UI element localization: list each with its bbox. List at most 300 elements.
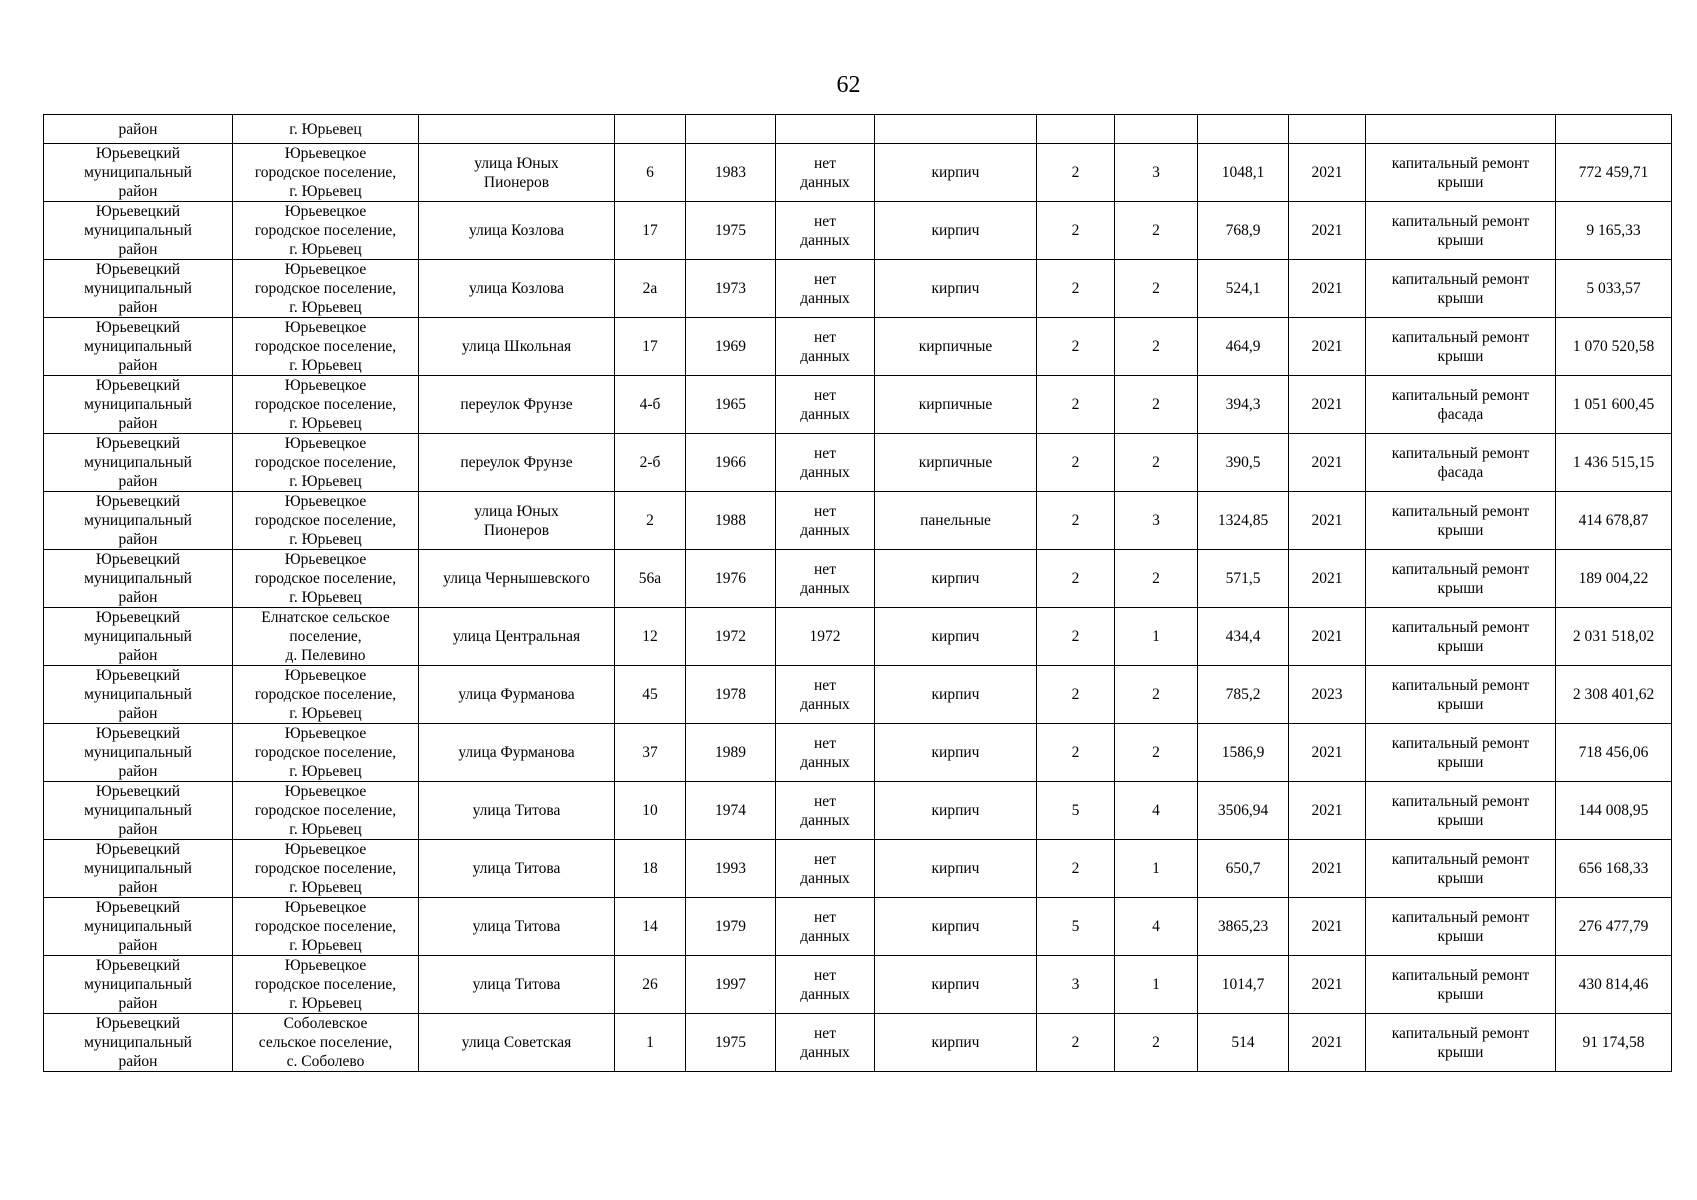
cell-entrances	[1115, 492, 1198, 550]
repair-year-text: 2021	[1311, 744, 1343, 761]
cell-floors	[1037, 608, 1115, 666]
area-text: 1324,85	[1217, 512, 1269, 529]
cell-area	[1198, 434, 1289, 492]
entrances-text: 3	[1152, 164, 1160, 181]
table-row	[44, 260, 1672, 318]
table-row	[44, 666, 1672, 724]
repair-type-text: капитальный ремонт крыши	[1391, 850, 1530, 887]
cell-floors	[1037, 956, 1115, 1014]
house-number-text: 45	[642, 686, 658, 703]
cell-wall-material	[875, 144, 1037, 202]
repair-year-text: 2021	[1311, 280, 1343, 297]
cell-house-number	[615, 724, 686, 782]
cell-year-commissioned	[776, 840, 875, 898]
cell-wall-material	[875, 115, 1037, 144]
settlement-text: Юрьевецкое городское поселение, г. Юрьевец	[254, 203, 397, 258]
cell-entrances	[1115, 724, 1198, 782]
cell-cost	[1556, 376, 1672, 434]
cell-cost	[1556, 1014, 1672, 1072]
cost-text: 5 033,57	[1586, 280, 1641, 297]
cell-floors	[1037, 550, 1115, 608]
cell-house-number	[615, 666, 686, 724]
cell-floors	[1037, 840, 1115, 898]
floors-text: 2	[1071, 454, 1080, 471]
entrances-text: 1	[1152, 976, 1160, 993]
year-built-text: 1969	[715, 338, 746, 355]
cell-entrances	[1115, 434, 1198, 492]
cell-repair-type	[1366, 898, 1556, 956]
cell-wall-material	[875, 550, 1037, 608]
cost-text: 772 459,71	[1578, 164, 1649, 181]
cell-floors	[1037, 318, 1115, 376]
year-built-text: 1973	[715, 280, 746, 297]
cost-text: 1 051 600,45	[1572, 396, 1655, 413]
district-text: Юрьевецкий муниципальный район	[84, 551, 192, 606]
cell-year-built	[686, 724, 776, 782]
floors-text: 2	[1071, 628, 1080, 645]
house-number-text: 26	[642, 976, 658, 993]
cell-repair-year	[1289, 144, 1366, 202]
cell-year-built	[686, 144, 776, 202]
repair-type-text: капитальный ремонт фасада	[1391, 386, 1530, 423]
year-commissioned-text: нет данных	[800, 154, 850, 191]
cost-text: 656 168,33	[1578, 860, 1649, 877]
year-commissioned-text: нет данных	[800, 908, 850, 945]
year-commissioned-text: нет данных	[800, 212, 850, 249]
table-row	[44, 898, 1672, 956]
cell-house-number	[615, 782, 686, 840]
area-text: 768,9	[1225, 222, 1261, 239]
year-built-text: 1993	[715, 860, 746, 877]
cost-text: 276 477,79	[1578, 918, 1649, 935]
cell-area	[1198, 318, 1289, 376]
wall-material-text: кирпич	[931, 570, 980, 587]
repair-year-text: 2021	[1311, 222, 1343, 239]
area-text: 1586,9	[1221, 744, 1265, 761]
cell-settlement	[233, 724, 419, 782]
settlement-text: Юрьевецкое городское поселение, г. Юрьевец	[254, 957, 397, 1012]
district-text: Юрьевецкий муниципальный район	[84, 435, 192, 490]
house-number-text: 17	[642, 222, 658, 239]
cell-year-built	[686, 434, 776, 492]
cell-repair-type	[1366, 840, 1556, 898]
year-built-text: 1978	[715, 686, 746, 703]
cell-area	[1198, 840, 1289, 898]
street-text: улица Школьная	[461, 338, 572, 355]
cell-street	[419, 956, 615, 1014]
district-text: Юрьевецкий муниципальный район	[84, 725, 192, 780]
cell-cost	[1556, 434, 1672, 492]
floors-text: 2	[1071, 222, 1080, 239]
cell-year-built	[686, 550, 776, 608]
repair-type-text: капитальный ремонт фасада	[1391, 444, 1530, 481]
cell-settlement	[233, 434, 419, 492]
cell-house-number	[615, 1014, 686, 1072]
cell-year-commissioned	[776, 550, 875, 608]
cell-repair-type	[1366, 318, 1556, 376]
cell-repair-year	[1289, 260, 1366, 318]
cell-street	[419, 724, 615, 782]
cell-street	[419, 202, 615, 260]
cell-street	[419, 840, 615, 898]
table-row	[44, 956, 1672, 1014]
floors-text: 2	[1071, 396, 1080, 413]
cell-year-commissioned	[776, 202, 875, 260]
cell-street	[419, 115, 615, 144]
settlement-text: Юрьевецкое городское поселение, г. Юрьевец	[254, 377, 397, 432]
repair-year-text: 2021	[1311, 976, 1343, 993]
street-text: улица Фурманова	[458, 744, 575, 761]
street-text: переулок Фрунзе	[460, 454, 573, 471]
settlement-text: г. Юрьевец	[289, 120, 362, 138]
cell-entrances	[1115, 782, 1198, 840]
cell-repair-type	[1366, 260, 1556, 318]
cell-entrances	[1115, 608, 1198, 666]
cell-entrances	[1115, 666, 1198, 724]
district-text: Юрьевецкий муниципальный район	[84, 957, 192, 1012]
year-built-text: 1988	[715, 512, 746, 529]
cell-year-commissioned	[776, 724, 875, 782]
cell-year-built	[686, 956, 776, 1014]
cost-text: 189 004,22	[1578, 570, 1649, 587]
year-commissioned-text: нет данных	[800, 792, 850, 829]
district-text: Юрьевецкий муниципальный район	[84, 377, 192, 432]
area-text: 514	[1231, 1034, 1255, 1051]
house-number-text: 37	[642, 744, 658, 761]
cell-district	[44, 492, 233, 550]
cost-text: 430 814,46	[1578, 976, 1649, 993]
wall-material-text: кирпичные	[918, 396, 993, 413]
cell-floors	[1037, 492, 1115, 550]
repair-type-text: капитальный ремонт крыши	[1391, 270, 1530, 307]
cell-wall-material	[875, 956, 1037, 1014]
house-number-text: 18	[642, 860, 658, 877]
repair-type-text: капитальный ремонт крыши	[1391, 502, 1530, 539]
cost-text: 1 070 520,58	[1572, 338, 1655, 355]
cell-repair-year	[1289, 434, 1366, 492]
cell-house-number	[615, 318, 686, 376]
entrances-text: 2	[1152, 222, 1160, 239]
street-text: улица Советская	[461, 1034, 572, 1051]
floors-text: 2	[1071, 686, 1080, 703]
street-text: улица Титова	[472, 918, 561, 935]
cell-street	[419, 550, 615, 608]
cell-district	[44, 956, 233, 1014]
repair-type-text: капитальный ремонт крыши	[1391, 908, 1530, 945]
cell-settlement	[233, 782, 419, 840]
cost-text: 718 456,06	[1578, 744, 1649, 761]
cell-entrances	[1115, 376, 1198, 434]
cell-year-commissioned	[776, 956, 875, 1014]
table-row	[44, 550, 1672, 608]
settlement-text: Соболевское сельское поселение, с. Соболево	[258, 1015, 393, 1070]
area-text: 1014,7	[1221, 976, 1265, 993]
cell-repair-year	[1289, 1014, 1366, 1072]
cell-wall-material	[875, 260, 1037, 318]
cell-repair-year	[1289, 782, 1366, 840]
street-text: улица Чернышевского	[443, 570, 590, 587]
cost-text: 2 031 518,02	[1572, 628, 1655, 645]
settlement-text: Юрьевецкое городское поселение, г. Юрьевец	[254, 725, 397, 780]
cell-area	[1198, 782, 1289, 840]
cell-house-number	[615, 956, 686, 1014]
area-text: 785,2	[1225, 686, 1261, 703]
settlement-text: Юрьевецкое городское поселение, г. Юрьевец	[254, 145, 397, 200]
area-text: 1048,1	[1221, 164, 1265, 181]
street-text: улица Титова	[472, 860, 561, 877]
cell-wall-material	[875, 492, 1037, 550]
cell-area	[1198, 956, 1289, 1014]
district-text: Юрьевецкий муниципальный район	[84, 203, 192, 258]
repair-type-text: капитальный ремонт крыши	[1391, 734, 1530, 771]
floors-text: 2	[1071, 1034, 1080, 1051]
cell-area	[1198, 115, 1289, 144]
repair-type-text: капитальный ремонт крыши	[1391, 560, 1530, 597]
page-number: 62	[836, 72, 861, 98]
table-row	[44, 1014, 1672, 1072]
year-commissioned-text: нет данных	[800, 270, 850, 307]
table-row-continued	[44, 115, 1672, 144]
cell-wall-material	[875, 724, 1037, 782]
cell-district	[44, 550, 233, 608]
repair-year-text: 2021	[1311, 164, 1343, 181]
cell-district	[44, 144, 233, 202]
cell-wall-material	[875, 434, 1037, 492]
cell-year-built	[686, 782, 776, 840]
wall-material-text: кирпич	[931, 1034, 980, 1051]
cost-text: 9 165,33	[1586, 222, 1641, 239]
cell-settlement	[233, 376, 419, 434]
cell-repair-type	[1366, 1014, 1556, 1072]
table-row	[44, 202, 1672, 260]
cost-text: 2 308 401,62	[1572, 686, 1655, 703]
house-number-text: 56а	[638, 570, 662, 587]
cell-cost	[1556, 956, 1672, 1014]
cell-house-number	[615, 376, 686, 434]
cell-settlement	[233, 144, 419, 202]
year-commissioned-text: нет данных	[800, 328, 850, 365]
cell-repair-year	[1289, 956, 1366, 1014]
cell-repair-year	[1289, 115, 1366, 144]
cell-area	[1198, 666, 1289, 724]
cell-street	[419, 898, 615, 956]
year-commissioned-text: нет данных	[800, 676, 850, 713]
area-text: 394,3	[1225, 396, 1261, 413]
street-text: улица Титова	[472, 976, 561, 993]
repair-year-text: 2021	[1311, 454, 1343, 471]
cell-district	[44, 434, 233, 492]
cell-cost	[1556, 260, 1672, 318]
year-commissioned-text: нет данных	[800, 734, 850, 771]
district-text: Юрьевецкий муниципальный район	[84, 667, 192, 722]
cell-repair-year	[1289, 376, 1366, 434]
house-number-text: 12	[642, 628, 658, 645]
settlement-text: Юрьевецкое городское поселение, г. Юрьевец	[254, 319, 397, 374]
cell-area	[1198, 898, 1289, 956]
cell-repair-type	[1366, 144, 1556, 202]
entrances-text: 2	[1152, 1034, 1160, 1051]
housing-repair-table	[43, 114, 1672, 1072]
cell-street	[419, 434, 615, 492]
cell-street	[419, 782, 615, 840]
house-number-text: 10	[642, 802, 658, 819]
year-commissioned-text: нет данных	[800, 502, 850, 539]
cell-year-built	[686, 840, 776, 898]
cell-district	[44, 115, 233, 144]
cell-cost	[1556, 898, 1672, 956]
cell-repair-year	[1289, 724, 1366, 782]
cell-cost	[1556, 666, 1672, 724]
cell-floors	[1037, 1014, 1115, 1072]
cell-floors	[1037, 260, 1115, 318]
cell-cost	[1556, 608, 1672, 666]
entrances-text: 2	[1152, 396, 1160, 413]
cell-cost	[1556, 202, 1672, 260]
street-text: переулок Фрунзе	[460, 396, 573, 413]
cell-district	[44, 202, 233, 260]
district-text: Юрьевецкий муниципальный район	[84, 319, 192, 374]
cell-district	[44, 260, 233, 318]
wall-material-text: кирпич	[931, 744, 980, 761]
area-text: 3506,94	[1217, 802, 1269, 819]
cell-area	[1198, 1014, 1289, 1072]
table-row	[44, 840, 1672, 898]
area-text: 464,9	[1225, 338, 1261, 355]
year-commissioned-text: нет данных	[800, 850, 850, 887]
settlement-text: Юрьевецкое городское поселение, г. Юрьевец	[254, 899, 397, 954]
cell-year-built	[686, 260, 776, 318]
house-number-text: 2-б	[639, 454, 661, 471]
district-text: Юрьевецкий муниципальный район	[84, 261, 192, 316]
cell-year-commissioned	[776, 1014, 875, 1072]
cell-entrances	[1115, 1014, 1198, 1072]
wall-material-text: кирпич	[931, 164, 980, 181]
cell-district	[44, 724, 233, 782]
cell-repair-type	[1366, 202, 1556, 260]
cell-house-number	[615, 492, 686, 550]
entrances-text: 2	[1152, 686, 1160, 703]
table-row	[44, 376, 1672, 434]
repair-year-text: 2021	[1311, 396, 1343, 413]
year-built-text: 1975	[715, 222, 746, 239]
table-body	[44, 115, 1672, 1072]
entrances-text: 1	[1152, 628, 1160, 645]
cell-year-built	[686, 376, 776, 434]
cell-year-commissioned	[776, 492, 875, 550]
house-number-text: 14	[642, 918, 658, 935]
cell-street	[419, 608, 615, 666]
cell-entrances	[1115, 956, 1198, 1014]
year-built-text: 1972	[715, 628, 746, 645]
cell-street	[419, 1014, 615, 1072]
entrances-text: 2	[1152, 454, 1160, 471]
cell-repair-type	[1366, 666, 1556, 724]
cell-settlement	[233, 898, 419, 956]
cell-district	[44, 1014, 233, 1072]
wall-material-text: кирпич	[931, 976, 980, 993]
cell-year-commissioned	[776, 144, 875, 202]
area-text: 571,5	[1225, 570, 1261, 587]
cell-street	[419, 492, 615, 550]
street-text: улица Юных Пионеров	[474, 502, 559, 539]
cell-year-commissioned	[776, 608, 875, 666]
cell-wall-material	[875, 608, 1037, 666]
cell-floors	[1037, 376, 1115, 434]
cell-wall-material	[875, 202, 1037, 260]
cell-repair-year	[1289, 666, 1366, 724]
table-row	[44, 724, 1672, 782]
district-text: Юрьевецкий муниципальный район	[84, 1015, 192, 1070]
year-commissioned-text: нет данных	[800, 966, 850, 1003]
cell-floors	[1037, 724, 1115, 782]
wall-material-text: кирпичные	[918, 338, 993, 355]
repair-year-text: 2021	[1311, 338, 1343, 355]
cell-year-commissioned	[776, 434, 875, 492]
district-text: Юрьевецкий муниципальный район	[84, 841, 192, 896]
cell-floors	[1037, 434, 1115, 492]
district-text: Юрьевецкий муниципальный район	[84, 899, 192, 954]
cell-repair-year	[1289, 492, 1366, 550]
cell-year-commissioned	[776, 898, 875, 956]
repair-type-text: капитальный ремонт крыши	[1391, 676, 1530, 713]
repair-year-text: 2021	[1311, 802, 1343, 819]
wall-material-text: кирпич	[931, 918, 980, 935]
year-built-text: 1979	[715, 918, 746, 935]
street-text: улица Козлова	[468, 280, 565, 297]
wall-material-text: кирпич	[931, 280, 980, 297]
wall-material-text: кирпич	[931, 222, 980, 239]
entrances-text: 2	[1152, 280, 1160, 297]
wall-material-text: кирпич	[931, 628, 980, 645]
settlement-text: Юрьевецкое городское поселение, г. Юрьевец	[254, 435, 397, 490]
district-text: Юрьевецкий муниципальный район	[84, 145, 192, 200]
cell-area	[1198, 724, 1289, 782]
cell-entrances	[1115, 115, 1198, 144]
cell-area	[1198, 550, 1289, 608]
cell-district	[44, 318, 233, 376]
street-text: улица Юных Пионеров	[474, 154, 559, 191]
cell-house-number	[615, 144, 686, 202]
cell-year-built	[686, 666, 776, 724]
wall-material-text: кирпич	[931, 860, 980, 877]
wall-material-text: кирпичные	[918, 454, 993, 471]
wall-material-text: кирпич	[931, 686, 980, 703]
floors-text: 2	[1071, 338, 1080, 355]
cost-text: 91 174,58	[1582, 1034, 1645, 1051]
house-number-text: 2а	[642, 280, 658, 297]
cell-entrances	[1115, 898, 1198, 956]
cell-floors	[1037, 898, 1115, 956]
repair-year-text: 2021	[1311, 918, 1343, 935]
cell-year-built	[686, 202, 776, 260]
floors-text: 2	[1071, 860, 1080, 877]
year-built-text: 1976	[715, 570, 746, 587]
cell-year-built	[686, 492, 776, 550]
cell-house-number	[615, 898, 686, 956]
cell-year-commissioned	[776, 260, 875, 318]
repair-type-text: капитальный ремонт крыши	[1391, 966, 1530, 1003]
cell-cost	[1556, 318, 1672, 376]
repair-year-text: 2021	[1311, 1034, 1343, 1051]
house-number-text: 4-б	[639, 396, 661, 413]
cell-settlement	[233, 260, 419, 318]
cell-repair-year	[1289, 550, 1366, 608]
cell-entrances	[1115, 260, 1198, 318]
repair-year-text: 2021	[1311, 512, 1343, 529]
settlement-text: Юрьевецкое городское поселение, г. Юрьевец	[254, 841, 397, 896]
cell-entrances	[1115, 318, 1198, 376]
floors-text: 5	[1071, 918, 1080, 935]
